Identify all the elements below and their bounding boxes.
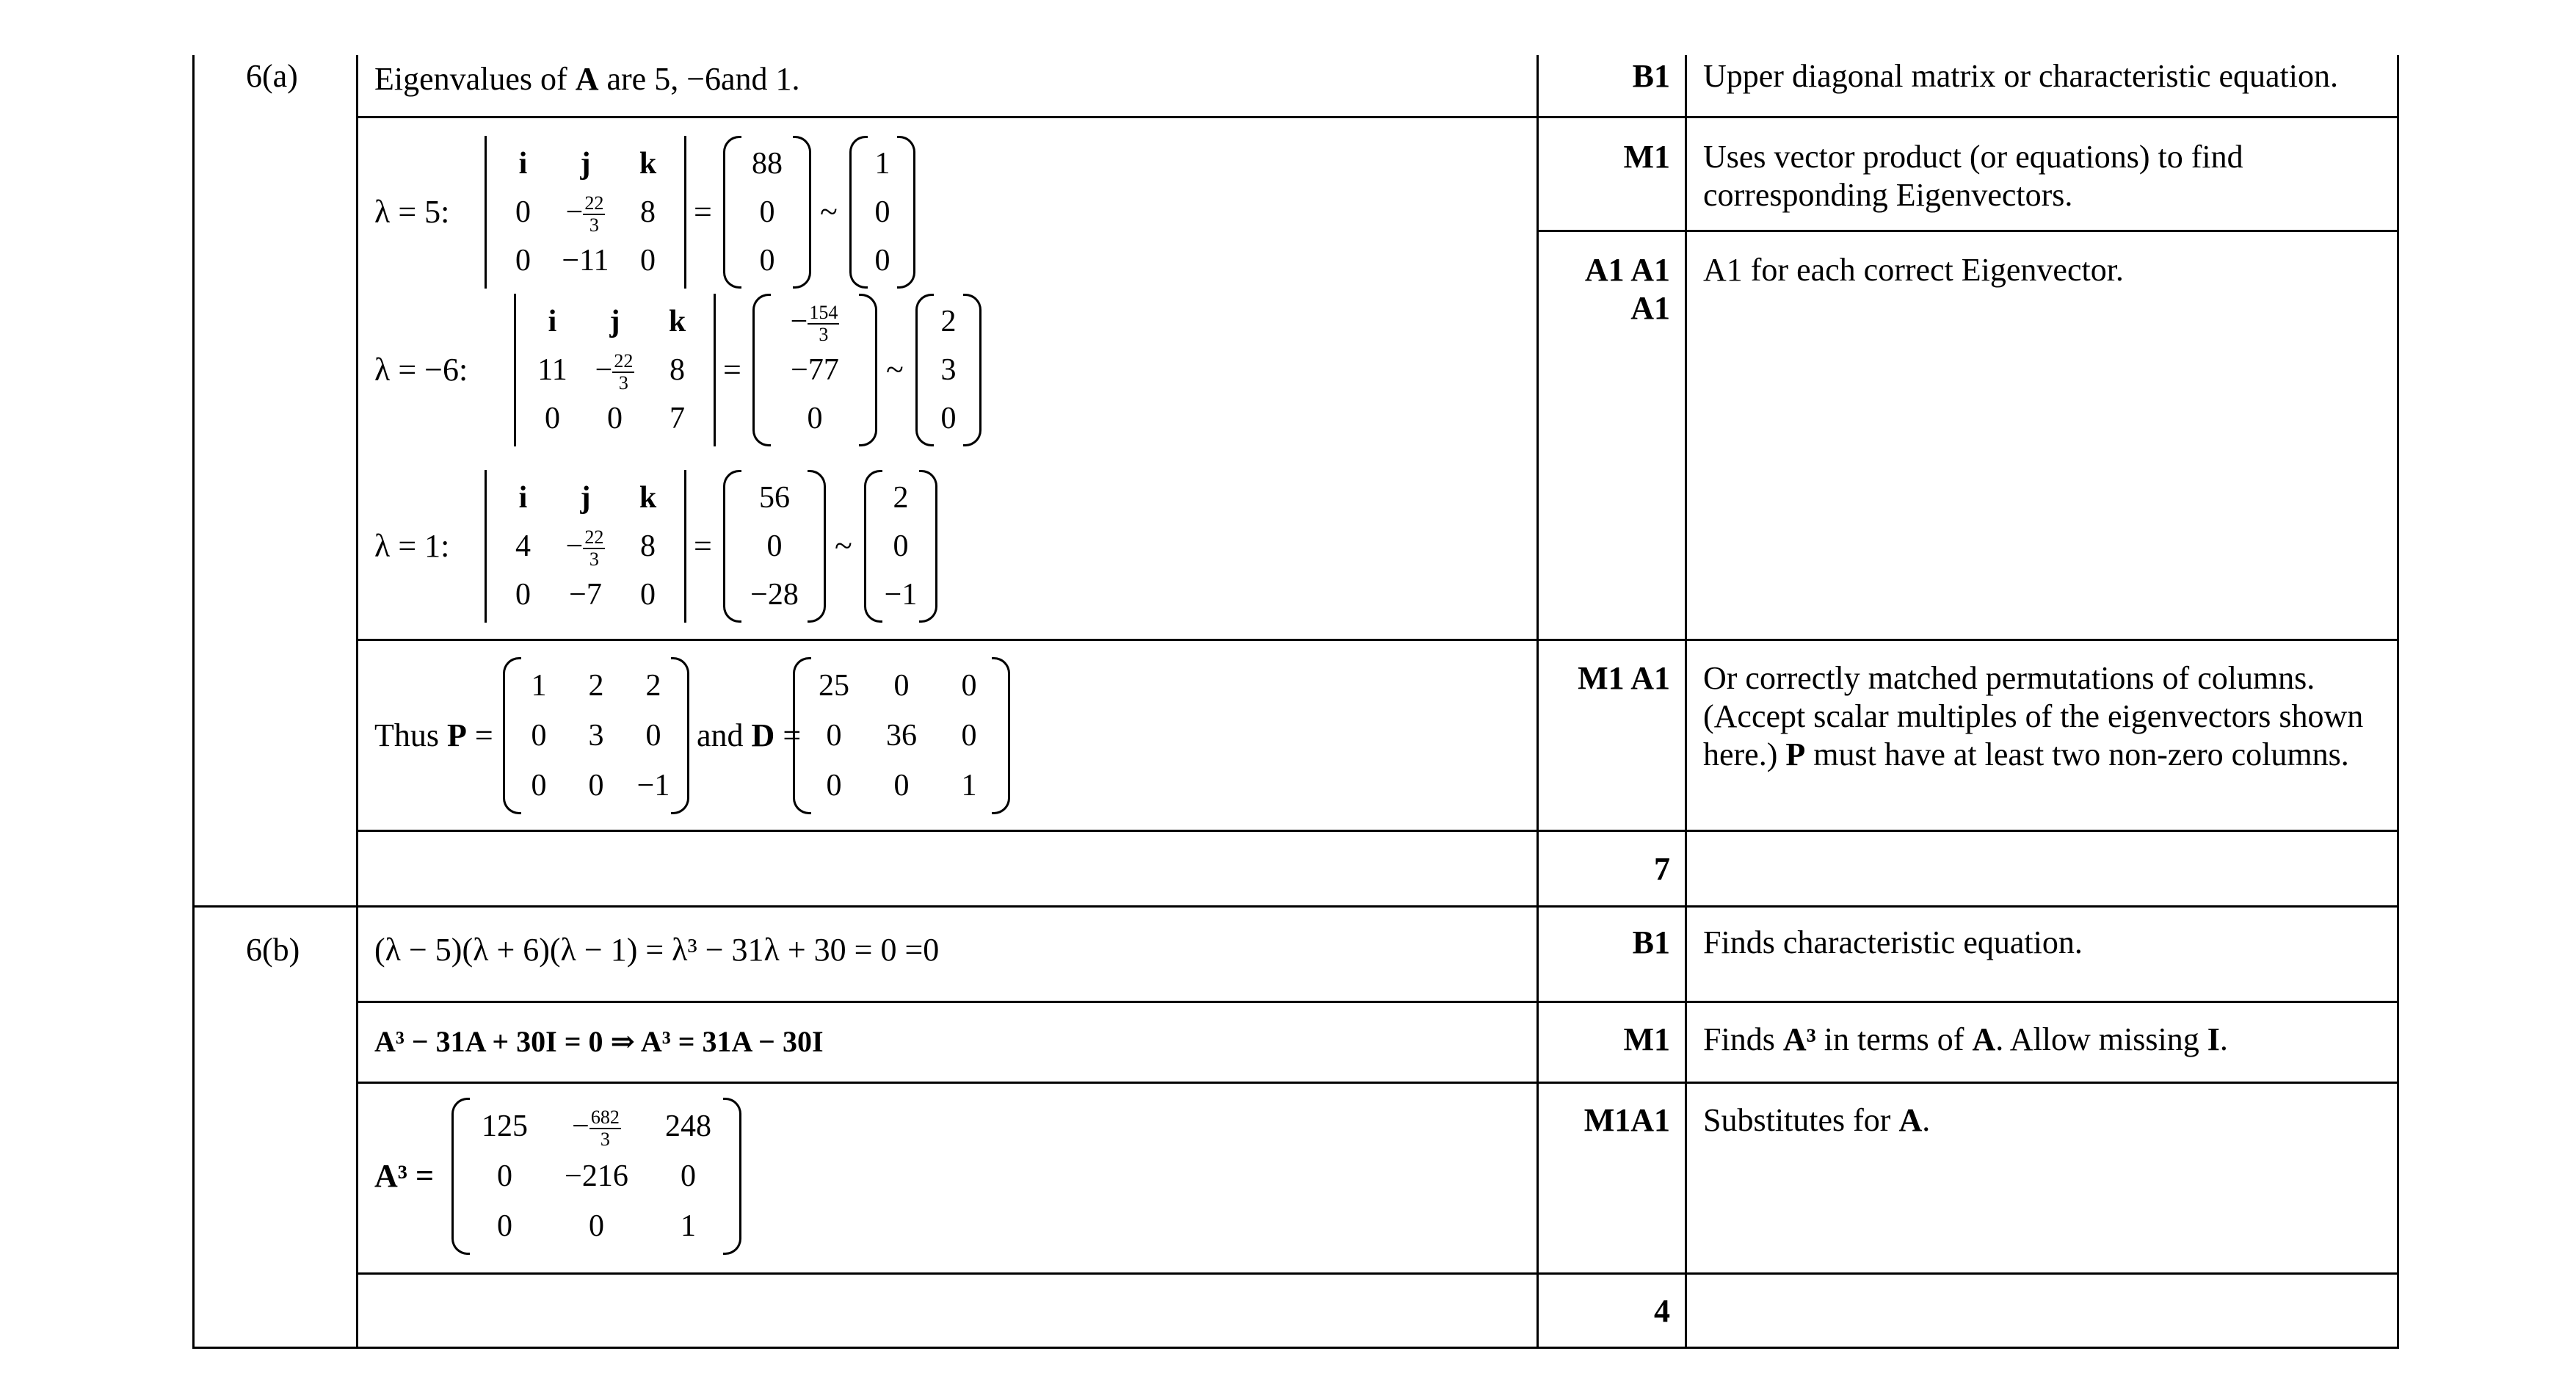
matrix-symbol: A (575, 61, 599, 97)
matrix-cell: 7 (670, 402, 685, 435)
lambda-minus-6-cross-product (752, 294, 877, 446)
matrix-cell: 248 (665, 1109, 711, 1143)
matrix-cell: −216 (565, 1159, 628, 1193)
matrix-cell: k (668, 305, 686, 338)
total-marks-6b: 4 (1654, 1293, 1670, 1329)
eigenvalues-values: are 5, −6and 1. (598, 61, 800, 97)
matrix-symbol: A (1972, 1021, 1996, 1057)
matrix-cell: 2 (893, 481, 909, 515)
matrix-cell: −7 (569, 578, 602, 612)
comment-permutations (1703, 659, 2379, 774)
and-d-label: and D = (697, 717, 802, 753)
thus-label: Thus P = (374, 717, 493, 753)
mark-b1: B1 (1632, 924, 1670, 960)
det-bar-left (485, 470, 487, 623)
matrix-cell: 0 (826, 769, 842, 803)
matrix-cell: 0 (645, 719, 661, 753)
comment-text: Substitutes for (1703, 1102, 1899, 1138)
matrix-cell: 0 (531, 769, 547, 803)
matrix-cell: − $\frac{682}{3}$ (572, 1107, 620, 1151)
comment-upper-diagonal: Upper diagonal matrix or characteristic equation. (1703, 58, 2338, 94)
matrix-cell: −1 (636, 769, 670, 803)
matrix-cell: 36 (886, 719, 917, 753)
equals-sign: = (694, 528, 712, 564)
equals-sign: = (723, 352, 741, 388)
det-bar-right (684, 136, 686, 289)
matrix-cell: k (639, 147, 657, 181)
question-label-6a: 6(a) (246, 58, 298, 94)
row-line (356, 1082, 2399, 1084)
lambda-1-label: λ = 1: (374, 528, 450, 564)
matrix-cell: 0 (681, 1159, 696, 1193)
matrix-cell: 1 (681, 1209, 696, 1243)
mark-m1-a1: M1 A1 (1578, 660, 1670, 696)
matrix-cell: 0 (893, 529, 909, 563)
matrix-cell: 0 (531, 719, 547, 753)
equals-sign: = (694, 194, 712, 230)
question-label-6b: 6(b) (246, 932, 300, 968)
table-border-left (192, 55, 195, 1349)
eigenvalues-statement (374, 60, 800, 98)
lambda-minus-6-eigenvector (915, 294, 982, 446)
matrix-cell: 0 (893, 669, 910, 703)
matrix-cell: j (609, 305, 620, 338)
matrix-symbol: I (2207, 1021, 2220, 1057)
matrix-cell: 0 (893, 769, 910, 803)
matrix-cell: j (580, 481, 591, 515)
det-bar-right (684, 470, 686, 623)
lambda-1-determinant (485, 470, 686, 623)
matrix-cell: 8 (640, 529, 656, 563)
mark-m1a1: M1A1 (1583, 1102, 1670, 1138)
matrix-cell: 0 (640, 578, 656, 612)
matrix-cell: 0 (940, 402, 957, 435)
proportional-sign: ~ (820, 194, 838, 230)
comment-substitutes (1703, 1101, 1930, 1140)
lambda-1-eigenvector (864, 470, 937, 623)
matrix-cell: − $\frac{22}{3}$ (595, 350, 634, 394)
comment-text: in terms of (1815, 1021, 1973, 1057)
matrix-cell: 0 (497, 1209, 512, 1243)
matrix-cell: 3 (940, 353, 957, 387)
matrix-cell: −28 (750, 578, 799, 612)
comment-characteristic: Finds characteristic equation. (1703, 924, 2083, 960)
matrix-p (503, 657, 689, 814)
matrix-cell: 0 (588, 769, 604, 803)
matrix-cell: 0 (640, 244, 656, 278)
comment-text: must have at least two non-zero columns. (1805, 736, 2349, 772)
matrix-symbol: A³ (1782, 1021, 1816, 1057)
matrix-cell: 0 (759, 244, 775, 278)
row-line (1536, 230, 2399, 232)
table-border-bottom (192, 1347, 2399, 1349)
matrix-cell: 0 (515, 195, 531, 229)
matrix-cell: − $\frac{22}{3}$ (565, 192, 604, 236)
det-bar-right (714, 294, 716, 446)
comment-text: . (1922, 1102, 1931, 1138)
comment-text: Finds (1703, 1021, 1783, 1057)
matrix-cell: 0 (766, 529, 783, 563)
matrix-cell: 11 (537, 353, 567, 387)
matrix-cell: 0 (497, 1159, 512, 1193)
matrix-cell: −1 (884, 578, 918, 612)
matrix-cell: 88 (752, 147, 783, 181)
lambda-minus-6-determinant (514, 294, 716, 446)
matrix-symbol: A (1898, 1102, 1923, 1138)
comment-text: . Allow missing (1995, 1021, 2207, 1057)
matrix-cell: 0 (807, 402, 823, 435)
matrix-cell: 2 (645, 669, 661, 703)
lambda-1-cross-product (723, 470, 826, 623)
det-bar-left (514, 294, 516, 446)
cayley-hamilton-expression: A³ − 31A + 30I = 0 ⇒ A³ = 31A − 30I (374, 1025, 824, 1058)
proportional-sign: ~ (886, 352, 904, 388)
matrix-cell: 0 (826, 719, 842, 753)
comment-text: . (2219, 1021, 2228, 1057)
matrix-cell: 0 (874, 195, 890, 229)
comment-vector-product: Uses vector product (or equations) to find corresponding Eigenvectors. (1703, 139, 2243, 213)
comment-finds-a-cubed (1703, 1021, 2228, 1059)
matrix-cell: 56 (759, 481, 790, 515)
row-line (356, 639, 2399, 641)
mark-m1: M1 (1623, 139, 1670, 175)
lambda-5-cross-product (723, 136, 811, 289)
lambda-5-determinant (485, 136, 686, 289)
lambda-5-label: λ = 5: (374, 194, 450, 230)
col-divider-comments (1685, 55, 1687, 1349)
matrix-cell: − $\frac{22}{3}$ (565, 526, 604, 571)
col-divider-marks (1536, 55, 1539, 1349)
matrix-cell: 3 (588, 719, 604, 753)
matrix-cell: 0 (874, 244, 890, 278)
matrix-cell: 1 (961, 769, 977, 803)
table-border-right (2397, 55, 2399, 1349)
matrix-cell: j (580, 147, 591, 181)
matrix-cell: 0 (589, 1209, 604, 1243)
comment-text: Or correctly matched permutations of columns. (Accept scalar multiples of the eigenvectors shown here.) (1703, 660, 2364, 772)
matrix-cell: −77 (791, 353, 839, 387)
matrix-cell: 0 (515, 244, 531, 278)
row-line (356, 1001, 2399, 1003)
matrix-cell: 1 (874, 147, 890, 181)
matrix-cell: 8 (640, 195, 656, 229)
mark-b1: B1 (1632, 58, 1670, 94)
matrix-cell: 2 (940, 305, 957, 338)
proportional-sign: ~ (835, 528, 852, 564)
mark-a1-a1-a1: A1 A1 A1 (1584, 252, 1670, 326)
total-marks-6a: 7 (1654, 851, 1670, 887)
matrix-cell: 0 (515, 578, 531, 612)
a-cubed-result (451, 1098, 741, 1255)
matrix-symbol: P (1785, 736, 1806, 772)
col-divider-answer (356, 55, 358, 1349)
matrix-cell: 0 (759, 195, 775, 229)
matrix-cell: 125 (482, 1109, 528, 1143)
det-bar-left (485, 136, 487, 289)
matrix-cell: −11 (562, 244, 609, 278)
row-line (356, 1272, 2399, 1275)
matrix-cell: 0 (607, 402, 623, 435)
matrix-cell: 25 (819, 669, 849, 703)
lambda-minus-6-label: λ = −6: (374, 352, 468, 388)
matrix-cell: 0 (961, 719, 977, 753)
row-line (356, 830, 2399, 832)
mark-m1: M1 (1623, 1021, 1670, 1057)
matrix-cell: 0 (961, 669, 977, 703)
matrix-cell: i (548, 305, 557, 338)
matrix-d (793, 657, 1010, 814)
matrix-cell: 8 (670, 353, 685, 387)
comment-each-eigenvector: A1 for each correct Eigenvector. (1703, 252, 2124, 288)
row-line (356, 116, 2399, 118)
matrix-cell: i (518, 481, 528, 515)
matrix-cell: 1 (531, 669, 547, 703)
a-cubed-lhs: A³ = (374, 1158, 435, 1194)
characteristic-equation: (λ − 5)(λ + 6)(λ − 1) = λ³ − 31λ + 30 = 0 =0 (374, 932, 940, 968)
matrix-cell: 2 (588, 669, 604, 703)
matrix-cell: 0 (545, 402, 560, 435)
matrix-cell: k (639, 481, 657, 515)
matrix-cell: i (518, 147, 528, 181)
eigenvalues-text: Eigenvalues of (374, 61, 576, 97)
lambda-5-eigenvector (849, 136, 915, 289)
matrix-cell: 4 (515, 529, 531, 563)
row-line-section (192, 905, 2399, 908)
matrix-cell: − $\frac{154}{3}$ (790, 302, 838, 346)
